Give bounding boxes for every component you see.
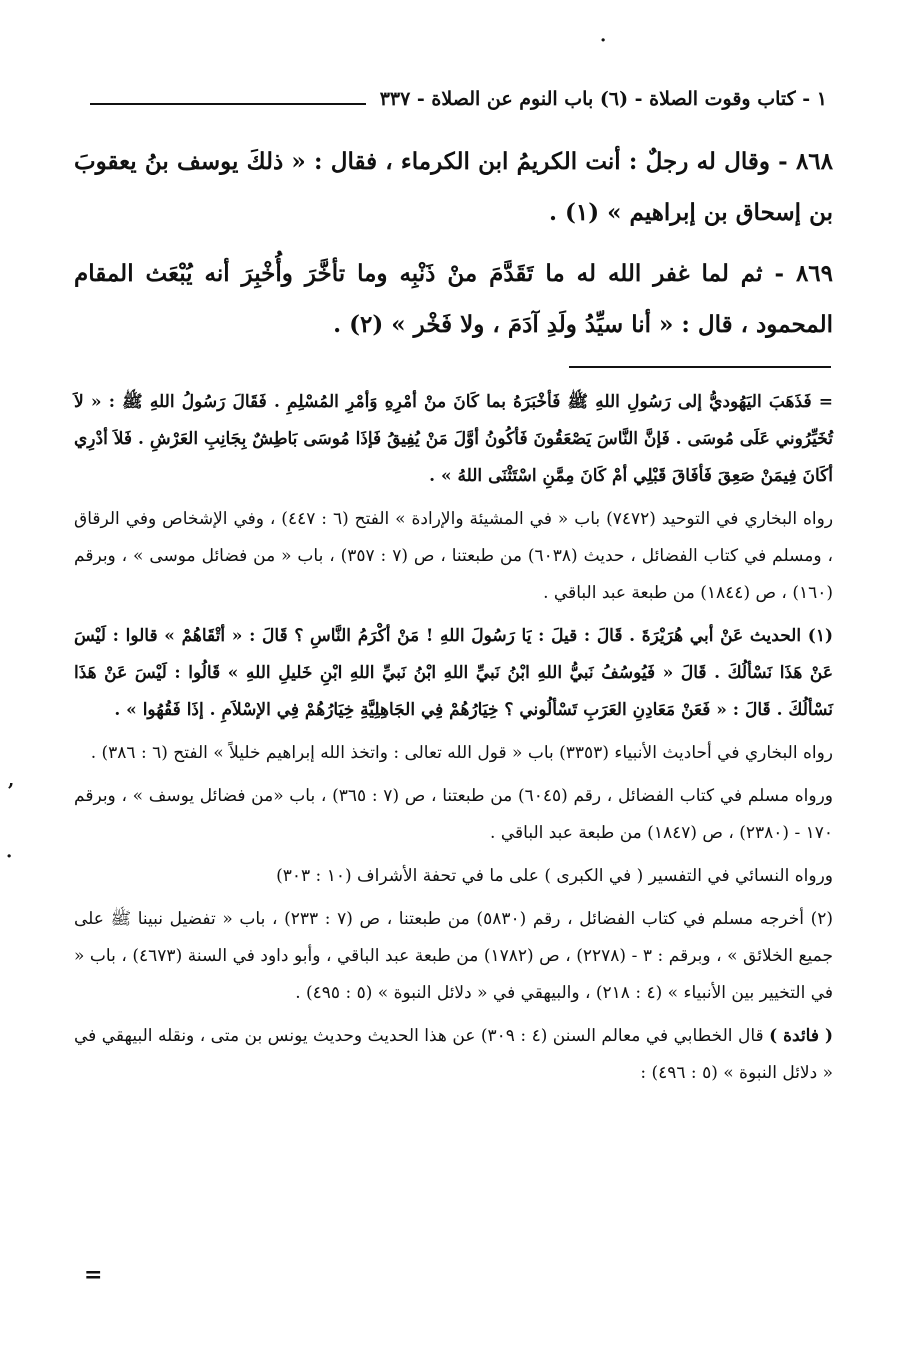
benefit-note bbox=[74, 1018, 833, 1092]
footnote-continuation: = فَذَهَبَ اليَهُوديُّ إلى رَسُولِ اللهِ ﷺ فَأخْبَرَهُ بما كَانَ منْ أمْرِهِ وَأمْرِ المُسْلِمِ . فَقَالَ رَسُولُ اللهِ ﷺ : « لاَ تُخَيِّرُوني عَلَى مُوسَى . فَإنَّ النَّاسَ يَصْعَقُونَ فَأكُونُ أوَّلَ مَنْ يُفِيقُ فَإذَا مُوسَى بَاطِشٌ بِجَانِبِ العَرْشِ . فَلاَ أدْرِي أكَانَ فِيمَنْ صَعِقَ فَأفَاقَ قَبْلِي أمْ كَانَ مِمَّنِ اسْتَثْنَى اللهُ » . bbox=[74, 392, 833, 486]
benefit-label: ( فائدة ) bbox=[769, 1026, 833, 1046]
footnote-2: (٢) أخرجه مسلم في كتاب الفضائل ، رقم (٥٨٣٠) من طبعتنا ، ص (٧ : ٢٣٣) ، باب « تفضيل نبينا ﷺ على جميع الخلائق » ، وبرقم : ٣ - (٢٢٧٨) ، ص (١٧٨٢) من طبعة عبد الباقي ، وأبو داود في السنة (٤٦٧٣) ، باب « في التخيير بين الأنبياء » (٤ : ٢١٨) ، والبيهقي في « دلائل النبوة » (٥ : ٤٩٥) . bbox=[74, 909, 833, 1003]
footnote-source-2: رواه البخاري في أحاديث الأنبياء (٣٣٥٣) باب « قول الله تعالى : واتخذ الله إبراهيم خليلاً » الفتح (٦ : ٣٨٦) . bbox=[90, 743, 833, 763]
header-rule bbox=[90, 103, 366, 105]
hadith-869: ٨٦٩ - ثم لما غفر الله له ما تَقَدَّمَ منْ ذَنْبِه وما تأخَّرَ وأُخْبِرَ أنه يُبْعَث المقام المحمود ، قال : « أنا سيِّدُ ولَدِ آدَمَ ، ولا فَخْر » (٢) . bbox=[74, 260, 833, 338]
footnotes bbox=[74, 384, 833, 1098]
footnote-divider bbox=[569, 366, 831, 368]
benefit-text: قال الخطابي في معالم السنن (٤ : ٣٠٩) عن هذا الحديث وحديث يونس بن متى ، ونقله البيهقي في « دلائل النبوة » (٥ : ٤٩٦) : bbox=[74, 1026, 833, 1083]
scan-speck: , bbox=[8, 770, 15, 791]
header-text: ١ - كتاب وقوت الصلاة - (٦) باب النوم عن الصلاة - ٣٣٧ bbox=[379, 88, 827, 110]
footnote-source-3: ورواه مسلم في كتاب الفضائل ، رقم (٦٠٤٥) من طبعتنا ، ص (٧ : ٣٦٥) ، باب «من فضائل يوسف » ، وبرقم ١٧٠ - (٢٣٨٠) ، ص (١٨٤٧) من طبعة عبد الباقي . bbox=[74, 786, 833, 843]
hadith-868: ٨٦٨ - وقال له رجلٌ : أنت الكريمُ ابن الكرماء ، فقال : « ذلكَ يوسف بنُ يعقوبَ بن إسحاق بن إبراهيم » (١) . bbox=[74, 148, 833, 226]
footnote-1: (١) الحديث عَنْ أبي هُرَيْرَةَ . قَالَ : قيلَ : يَا رَسُولَ اللهِ ! مَنْ أكْرَمُ النَّاسِ ؟ قَالَ : « أتْقَاهُمْ » قالوا : لَيْسَ عَنْ هَذَا نَسْألُكَ . قَالَ « فَيُوسُفُ نَبيُّ اللهِ ابْنُ نَبيِّ اللهِ ابْنُ نَبيِّ اللهِ ابْنِ خَليلِ اللهِ » قَالُوا : لَيْسَ عَنْ هَذَا نَسْألُكَ . قَالَ : « فَعَنْ مَعَادِنِ العَرَبِ تَسْألُوني ؟ خِيَارُهُمْ فِي الجَاهِلِيَّةِ خِيَارُهُمْ فِي الإسْلاَمِ . إذَا فَقُهُوا » . bbox=[74, 626, 833, 720]
running-header bbox=[90, 84, 827, 114]
footnote-source-4: ورواه النسائي في التفسير ( في الكبرى ) على ما في تحفة الأشراف (١٠ : ٣٠٣) bbox=[276, 866, 833, 886]
scan-speck: · bbox=[6, 846, 13, 867]
continuation-mark: = bbox=[84, 1262, 103, 1288]
scan-speck: · bbox=[600, 30, 607, 51]
footnote-source-1: رواه البخاري في التوحيد (٧٤٧٢) باب « في المشيئة والإرادة » الفتح (٦ : ٤٤٧) ، وفي الإشخاص وفي الرقاق ، ومسلم في كتاب الفضائل ، حديث (٦٠٣٨) من طبعتنا ، ص (٧ : ٣٥٧) ، باب « من فضائل موسى » ، وبرقم (١٦٠) ، ص (١٨٤٤) من طبعة عبد الباقي . bbox=[74, 509, 834, 603]
main-text bbox=[74, 136, 833, 360]
